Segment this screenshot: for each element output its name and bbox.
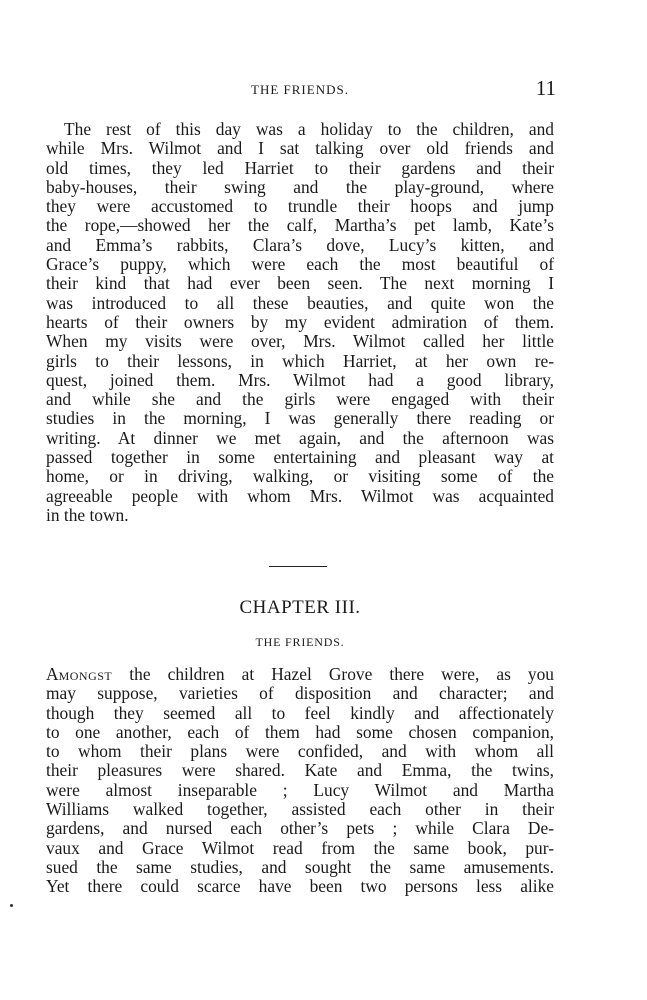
page-number: 11 — [535, 76, 556, 100]
text-line: though they seemed all to feel kindly and affectionately — [46, 702, 554, 723]
text-line: to one another, each of them had some chosen companion, — [46, 721, 554, 742]
paragraph-2 — [46, 665, 554, 897]
text-line: baby-houses, their swing and the play-ground, where — [46, 176, 554, 197]
paragraph-1 — [46, 120, 554, 525]
section-divider — [269, 566, 327, 567]
text-line: Yet there could scarce have been two persons less alike — [46, 876, 554, 897]
text-line: passed together in some entertaining and pleasant way at — [46, 447, 554, 468]
text-line: Williams walked together, assisted each other in their — [46, 799, 554, 820]
ink-speck — [10, 904, 13, 907]
text-line: may suppose, varieties of disposition and character; and — [46, 683, 554, 704]
text-line: were almost inseparable ; Lucy Wilmot and Martha — [46, 779, 554, 800]
text-line: old times, they led Harriet to their gardens and their — [46, 157, 554, 178]
text-line: Grace’s puppy, which were each the most beautiful of — [46, 254, 554, 275]
text-line: the rope,—showed her the calf, Martha’s pet lamb, Kate’s — [46, 215, 554, 236]
text-line: they were accustomed to trundle their hoops and jump — [46, 196, 554, 217]
text-line: The rest of this day was a holiday to the children, and — [64, 119, 554, 139]
text-line: their kind that had ever been seen. The next morning I — [46, 273, 554, 294]
opening-word-rest: mongst — [58, 664, 113, 684]
text-line: and Emma’s rabbits, Clara’s dove, Lucy’s kitten, and — [46, 234, 554, 255]
opening-line — [46, 665, 554, 684]
chapter-title: CHAPTER III. — [239, 597, 361, 618]
opening-initial: A — [46, 664, 59, 684]
text-line: writing. At dinner we met again, and the afternoon was — [46, 427, 554, 448]
text-line: was introduced to all these beauties, and quite won the — [46, 292, 554, 313]
text-line: When my visits were over, Mrs. Wilmot called her little — [46, 331, 554, 352]
chapter-subtitle: THE FRIENDS. — [255, 635, 345, 649]
text-line: vaux and Grace Wilmot read from the same book, pur- — [46, 837, 554, 858]
text-line: in the town. — [46, 504, 129, 525]
text-line: their pleasures were shared. Kate and Emma, the twins, — [46, 760, 554, 781]
text-line: sued the same studies, and sought the same amusements. — [46, 856, 554, 877]
text-line: girls to their lessons, in which Harriet, at her own re- — [46, 350, 554, 371]
text-line: to whom their plans were confided, and with whom all — [46, 741, 554, 762]
text-line: agreeable people with whom Mrs. Wilmot was acquainted — [46, 485, 554, 506]
opening-line-rest: the children at Hazel Grove there were, as you — [112, 664, 554, 684]
text-line: and while she and the girls were engaged with their — [46, 389, 554, 410]
running-head — [46, 78, 554, 100]
text-line: while Mrs. Wilmot and I sat talking over old friends and — [46, 138, 554, 159]
text-line: gardens, and nursed each other’s pets ; while Clara De- — [46, 818, 554, 839]
text-line: hearts of their owners by my evident admiration of them. — [46, 311, 554, 332]
running-title: THE FRIENDS. — [251, 82, 349, 97]
text-line: studies in the morning, I was generally there reading or — [46, 408, 554, 429]
text-line: home, or in driving, walking, or visiting some of the — [46, 466, 554, 487]
text-line: quest, joined them. Mrs. Wilmot had a good library, — [46, 369, 554, 390]
